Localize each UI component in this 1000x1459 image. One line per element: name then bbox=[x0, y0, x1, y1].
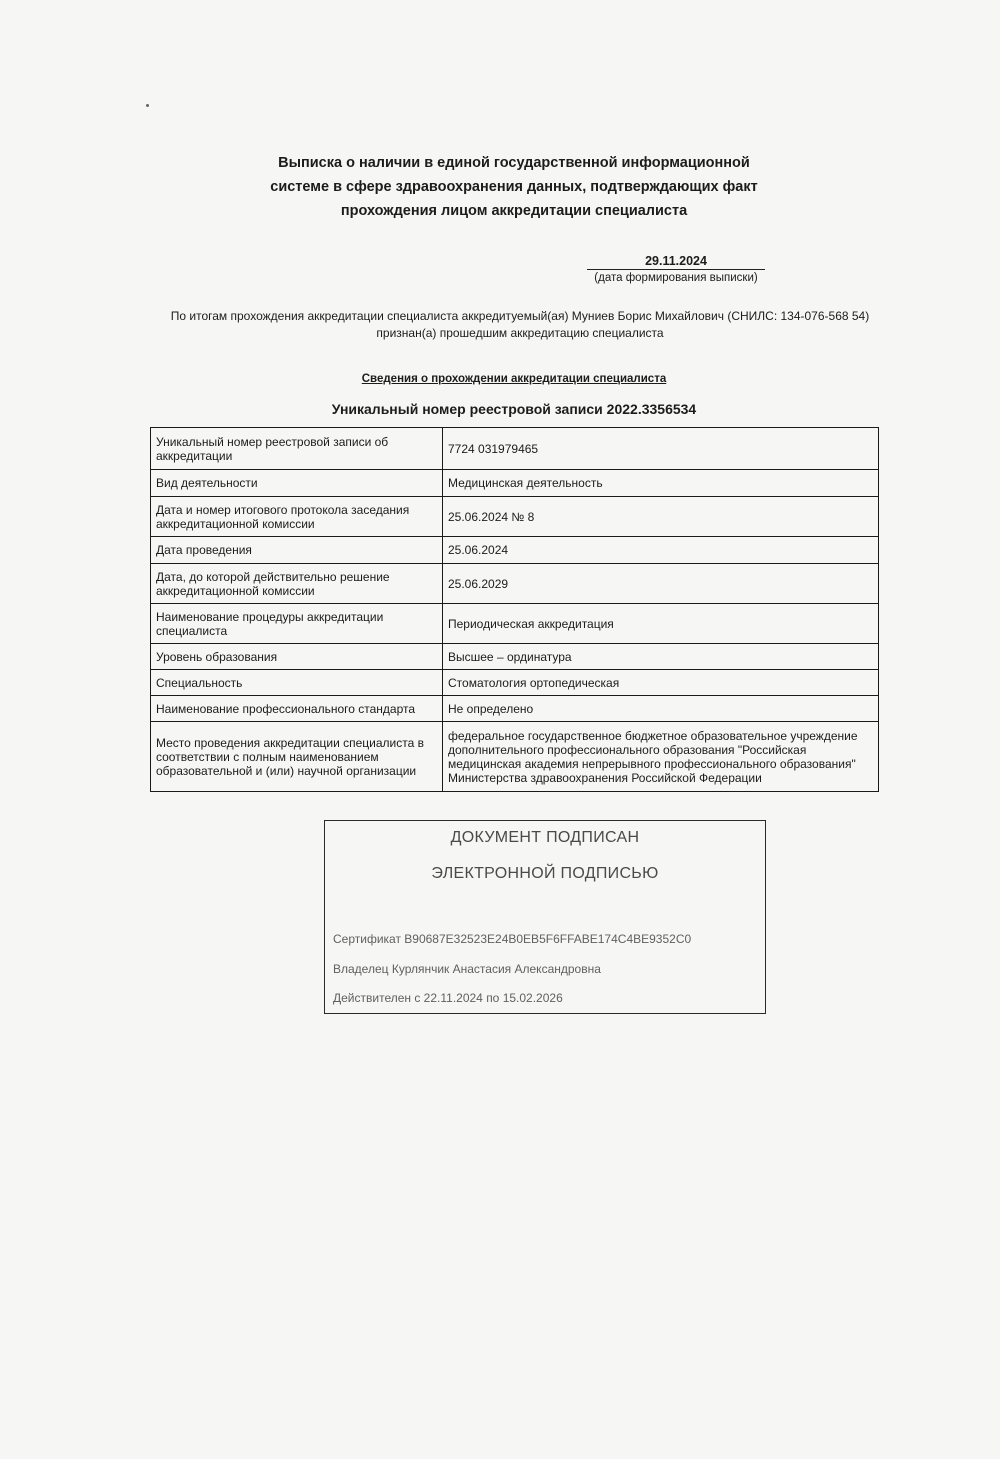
row-label: Дата, до которой действительно решение аккредитационной комиссии bbox=[151, 564, 443, 604]
registry-number-heading: Уникальный номер реестровой записи 2022.3356534 bbox=[331, 401, 697, 417]
table-row bbox=[151, 470, 879, 497]
electronic-signature-stamp bbox=[324, 820, 766, 1014]
stamp-validity: Действителен с 22.11.2024 по 15.02.2026 bbox=[333, 991, 563, 1005]
document-title bbox=[200, 151, 828, 223]
row-value: Стоматология ортопедическая bbox=[443, 670, 879, 696]
stamp-owner: Владелец Курлянчик Анастасия Александровна bbox=[333, 962, 601, 976]
row-value: 25.06.2024 № 8 bbox=[443, 497, 879, 537]
scan-speck bbox=[146, 104, 149, 107]
row-label: Уровень образования bbox=[151, 644, 443, 670]
row-label: Дата проведения bbox=[151, 537, 443, 564]
table-row bbox=[151, 722, 879, 792]
row-label: Уникальный номер реестровой записи об аккредитации bbox=[151, 428, 443, 470]
row-label: Специальность bbox=[151, 670, 443, 696]
row-value: 25.06.2024 bbox=[443, 537, 879, 564]
row-value: 7724 031979465 bbox=[443, 428, 879, 470]
formation-date-block bbox=[582, 253, 770, 286]
row-value: 25.06.2029 bbox=[443, 564, 879, 604]
row-value: федеральное государственное бюджетное образовательное учреждение дополнительного профессионального образования "Российская медицинская академия непрерывного профессионального образования" Министерства здравоохранения Российской Федерации bbox=[443, 722, 879, 792]
table-row bbox=[151, 428, 879, 470]
formation-date: 29.11.2024 bbox=[645, 254, 707, 268]
row-value: Медицинская деятельность bbox=[443, 470, 879, 497]
table-row bbox=[151, 604, 879, 644]
table-row bbox=[151, 497, 879, 537]
row-value: Периодическая аккредитация bbox=[443, 604, 879, 644]
title-line-2: системе в сфере здравоохранения данных, подтверждающих факт bbox=[270, 179, 758, 195]
stamp-heading-line-1: ДОКУМЕНТ ПОДПИСАН bbox=[450, 829, 640, 846]
intro-paragraph bbox=[120, 308, 920, 342]
stamp-certificate: Сертификат B90687E32523E24B0EB5F6FFABE174C4BE9352C0 bbox=[333, 932, 692, 946]
row-label: Место проведения аккредитации специалиста в соответствии с полным наименованием образовательной и (или) научной организации bbox=[151, 722, 443, 792]
formation-date-caption: (дата формирования выписки) bbox=[594, 272, 758, 284]
row-value: Не определено bbox=[443, 696, 879, 722]
table-row bbox=[151, 644, 879, 670]
section-heading: Сведения о прохождении аккредитации специалиста bbox=[361, 373, 667, 385]
title-line-1: Выписка о наличии в единой государственной информационной bbox=[278, 155, 750, 171]
table-row bbox=[151, 564, 879, 604]
intro-line-2: признан(а) прошедшим аккредитацию специалиста bbox=[376, 326, 664, 340]
title-line-3: прохождения лицом аккредитации специалиста bbox=[340, 203, 688, 219]
table-row bbox=[151, 670, 879, 696]
row-label: Наименование профессионального стандарта bbox=[151, 696, 443, 722]
accreditation-table bbox=[150, 427, 879, 792]
stamp-heading-line-2: ЭЛЕКТРОННОЙ ПОДПИСЬЮ bbox=[431, 865, 659, 882]
row-label: Дата и номер итогового протокола заседания аккредитационной комиссии bbox=[151, 497, 443, 537]
table-row bbox=[151, 537, 879, 564]
table-row bbox=[151, 696, 879, 722]
row-label: Наименование процедуры аккредитации специалиста bbox=[151, 604, 443, 644]
row-label: Вид деятельности bbox=[151, 470, 443, 497]
intro-line-1: По итогам прохождения аккредитации специалиста аккредитуемый(ая) Муниев Борис Михайлович (СНИЛС: 134-076-568 54) bbox=[170, 309, 870, 323]
row-value: Высшее – ординатура bbox=[443, 644, 879, 670]
